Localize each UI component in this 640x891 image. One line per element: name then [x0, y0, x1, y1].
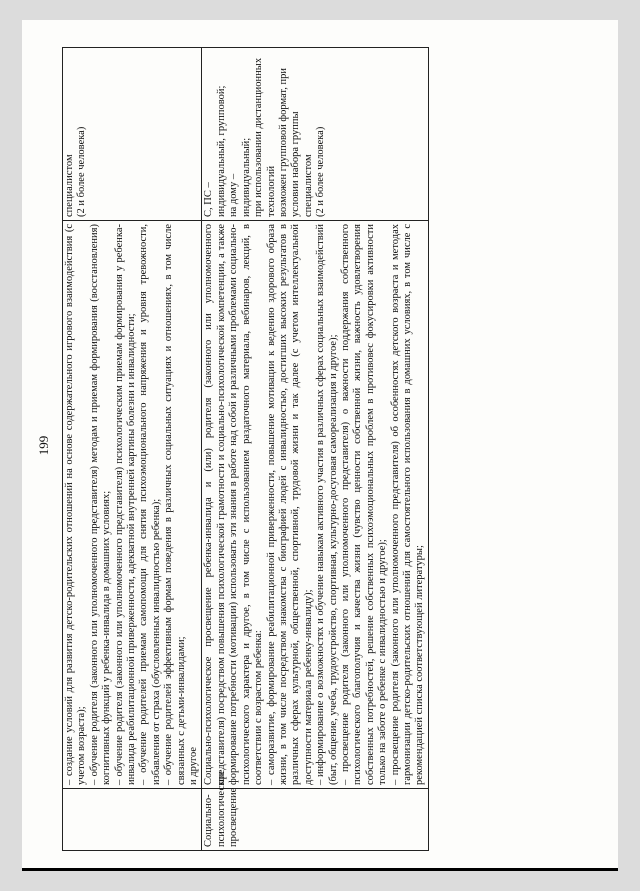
form-line: возможен групповой формат, при условии набора группы специалистом	[277, 68, 314, 217]
service-name-cell	[63, 789, 202, 851]
form-line: при использовании дистанционных технологий	[253, 57, 277, 217]
content-paragraph: и другое	[188, 746, 200, 785]
form-line: индивидуальный;	[240, 137, 252, 217]
form-line: (2 и более человека)	[315, 126, 327, 217]
content-paragraph: – обучение родителя (законного или уполномоченного представителя) методам и приемам формирования (восстановления) когнитивных функций у ребенка-инвалида в домашних условиях;	[88, 224, 113, 785]
service-form-cell	[63, 48, 202, 221]
form-line: С, ПС –	[203, 182, 215, 217]
service-name: Социально-психологическое просвещение	[203, 771, 240, 847]
rotated-page-content	[22, 20, 618, 871]
content-paragraph: – обучение родителей приемам самопомощи для снятия психоэмоционального напряжения и уровня тревожности, избавления от страха (обусловленных инвалидностью ребенка);	[138, 224, 162, 785]
content-paragraph: Социально-психологическое просвещение ребенка-инвалида и (или) родителя (законного или уполномоченного представителя) посредством повышения психологической грамотности и социально-психологической компетенции, а также формирование потребности (мотивации) использовать эти знания в работе над собой и различными проблемами социально-психологического характера и другое, в том числе с использованием раздаточного материала, вебинаров, лекций, в соответствии с возрастом ребенка:	[203, 224, 265, 785]
form-line: (2 и более человека)	[76, 126, 88, 217]
service-form-cell	[202, 48, 428, 221]
page-number: 199	[36, 435, 51, 456]
content-paragraph: – информирование о возможностях и обучение навыкам активного участия в различных сферах социальных взаимодействий (быт, общение, учеба, трудоустройство, спортивная, культурно-досуговая самореализация и другое);	[315, 224, 339, 785]
service-content-cell	[202, 221, 428, 789]
services-table	[62, 47, 429, 851]
content-paragraph: – создание условий для развития детско-родительских отношений на основе содержательного игрового взаимодействия (с учетом возраста);	[64, 224, 88, 785]
form-line: индивидуальный, групповой;	[215, 85, 227, 217]
content-paragraph: – просвещение родителя (законного или уполномоченного представителя) об особенностях детского возраста и методах гармонизации детско-родительских отношений для самостоятельного использования в домашних условиях, в том числе с рекомендацией списка соответствующей литературы;	[389, 224, 426, 785]
service-name-cell	[202, 771, 428, 851]
scanned-page	[22, 20, 618, 871]
form-line: на дому –	[228, 173, 240, 217]
scan-edge	[22, 868, 618, 871]
service-content-cell	[63, 221, 202, 789]
table-row	[63, 48, 202, 851]
form-line: специалистом	[64, 154, 75, 217]
content-paragraph: – обучение родителя (законного или уполномоченного представителя) психологическим приемам формирования у ребенка-инвалида реабилитационной приверженности, адекватной внутренней картины болезни и инвалидности;	[113, 224, 138, 785]
content-paragraph: – саморазвитие, формирование реабилитационной приверженности, повышение мотивации к ведению здорового образа жизни, в том числе посредством знакомства с биографией людей с инвалидностью, достигших высоких результатов в различных сферах культурной, общественной, спортивной, трудовой жизни и так далее (с учетом интеллектуальной доступности материала ребенку-инвалиду);	[265, 224, 314, 785]
content-paragraph: – просвещение родителя (законного или уполномоченного представителя) о важности поддержания собственного психологического благополучия и качества жизни (чувство ценности собственной жизни, важность удовлетворения собственных потребностей, решение собственных психоэмоциональных проблем в противовес фокусировки активности только на заботе о ребенке с инвалидностью и другое);	[339, 224, 389, 785]
content-paragraph: – обучение родителей эффективным формам поведения в различных социальных ситуациях и отношениях, в том числе связанных с детьми-инвалидами;	[163, 224, 187, 785]
table-row	[202, 48, 428, 851]
